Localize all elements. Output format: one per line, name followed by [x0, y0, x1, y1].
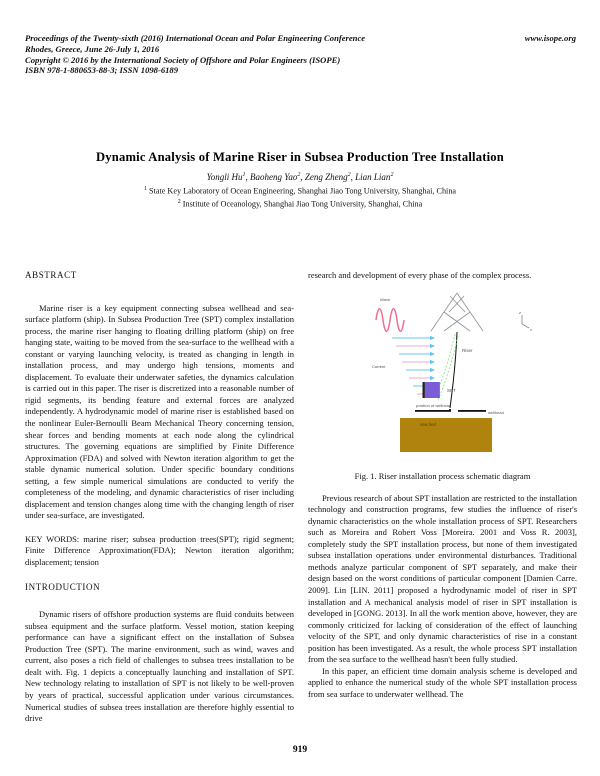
abstract-heading: ABSTRACT: [25, 270, 77, 280]
seabed-label: sea bed: [420, 421, 437, 427]
two-column-body: [25, 270, 577, 725]
affiliation-line: $^2$ Institute of Oceanology, Shanghai Jiao Tong University, Shanghai, China: [177, 199, 423, 209]
affiliations: [0, 184, 600, 210]
wave-icon: [376, 308, 404, 331]
author-name: Lian Lian: [355, 172, 391, 182]
author-name: Baoheng Yao: [250, 172, 298, 182]
left-column: [25, 270, 294, 725]
proceedings-header: [25, 33, 495, 76]
right-column: [308, 270, 577, 725]
wellhead-right-label: wellhead: [488, 409, 504, 415]
author-name: Yongli Hu: [206, 172, 243, 182]
paper-title: Dynamic Analysis of Marine Riser in Subsea Production Tree Installation: [95, 150, 505, 164]
header-line-1: Proceedings of the Twenty-sixth (2016) International Ocean and Polar Engineering Conference: [25, 33, 366, 43]
axis-x-label: x: [530, 326, 532, 332]
figure-1: [370, 290, 542, 469]
riser-label: Riser: [462, 347, 473, 353]
header-line-4: ISBN 978-1-880653-88-3; ISSN 1098-6189: [25, 65, 179, 76]
wellhead-lines: [415, 410, 486, 412]
keywords-paragraph: KEY WORDS: marine riser; subsea production trees(SPT); rigid segment; Finite Difference Approximation(FDA); Newton iteration algorithm; displacement; tension: [25, 533, 294, 568]
header-line-2: Rhodes, Greece, June 26-July 1, 2016: [25, 43, 160, 54]
abstract-paragraph: Marine riser is a key equipment connecting subsea wellhead and sea-surface platform (ship). In Subsea Production Tree (SPT) complex installation process, the marine riser hanging to floating drilling platform (ship) on free hanging state, waiting to be moved from the sea-surface to the wellhead with a constant or varying launching velocity, is treated as changing in length in installation process, and may undergo high tensions, moments and displacement. To evaluate their underwater safeties, the dynamics calculation is carried out in this paper. The riser is discretized into a reasonable number of rigid segments, its bending feature and external forces are analyzed independently. A hydrodynamic model of marine riser is established based on the nonlinear Euler-Bernoulli Beam Mechanical Theory concerning tension, shear forces and bending moments at each node along the cylindrical structures. The governing equations are simplified by Finite Difference Approximation (FDA) and solved with Newton iteration algorithm to get the stable dynamic numerical solution. Under specific boundary conditions setting, a few simple numerical simulations are conducted to verify the completeness of the modeling, and dynamic characteristics of riser including displacement and tension changes along time with the changing length of riser under sea-surface, are investigated.: [25, 302, 294, 521]
spt-box: [425, 382, 440, 398]
current-label: Current: [372, 363, 386, 369]
wave-label: Wave: [380, 296, 391, 302]
intro-continuation-line: research and development of every phase of the complex process.: [308, 270, 532, 280]
introduction-paragraph: Dynamic risers of offshore production systems are fluid conduits between subsea equipment and the surface platform. Vessel motion, station keeping performance can have a significant effect on the installation of Subsea Production Tree (SPT). The marine environment, such as wind, waves and current, also poses a rich field of challenges to subsea trees installation to be dealt with. Fig. 1 depicts a conceptually launching and installation of SPT. New technology relating to installation of SPT is not likely to be well-proven by years of practical, successful application under various circumstances. Numerical studies of subsea trees installation are therefore highly essential to drive: [25, 609, 294, 724]
spt-label: SPT: [447, 387, 456, 393]
figure-caption: Fig. 1. Riser installation process schematic diagram: [354, 471, 531, 482]
introduction-heading: INTRODUCTION: [25, 581, 101, 592]
affiliation-line: $^1$ State Key Laboratory of Ocean Engineering, Shanghai Jiao Tong University, Shanghai, China: [143, 186, 457, 196]
axis-icon: [519, 310, 532, 332]
derrick-icon: [431, 293, 483, 331]
publisher-website: www.isope.org: [524, 33, 576, 43]
seabed: [400, 418, 492, 452]
authors-line: Yongli Hu$^1$, Baoheng Yao$^2$, Zeng Zheng$^2$, Lian Lian$^2$: [206, 172, 394, 182]
axis-z-label: z: [519, 309, 521, 315]
related-work-paragraph: Previous research of about SPT installation are restricted to the installation technology and construction programs, few studies the influence of riser's dynamic characteristics on the whole installation process of SPT. Researchers such as Moreira and Robert Voss [Moreira. 2001 and Voss R. 2003], completely study the SPT installation process, but none of them investigated subsea installation operations under environmental disturbances. Traditional methods analyze particular component of SPT separately, and make their design based on the worst conditions of particular component [Damien Carre. 2009]. Lin [LIN. 2011] proposed a hydrodynamic model of riser in SPT installation and A mechanical analysis model of riser in SPT installation is developed in [GONG. 2013]. In all the work mention above, however, they are commonly criticized for lacking of consideration of the effect of launching velocity of the SPT, and only dynamic characteristics of rise in a constant position has been investigated. As a result, the whole process SPT installation from the sea surface to the wellhead hasn't been fully studied.: [308, 492, 577, 665]
wellhead-top-label: position of wellhead: [416, 402, 452, 408]
riser-installation-diagram: [370, 290, 542, 465]
this-paper-paragraph: In this paper, an efficient time domain analysis scheme is developed and applied to enhance the numerical study of the whole SPT installation process from sea surface to underwater wellhead. The: [308, 665, 577, 699]
author-name: Zeng Zheng: [304, 172, 348, 182]
page-number: 919: [292, 745, 308, 755]
header-line-3: Copyright © 2016 by the International Society of Offshore and Polar Engineers (ISOPE): [25, 54, 341, 65]
spt-edge: [423, 382, 425, 398]
